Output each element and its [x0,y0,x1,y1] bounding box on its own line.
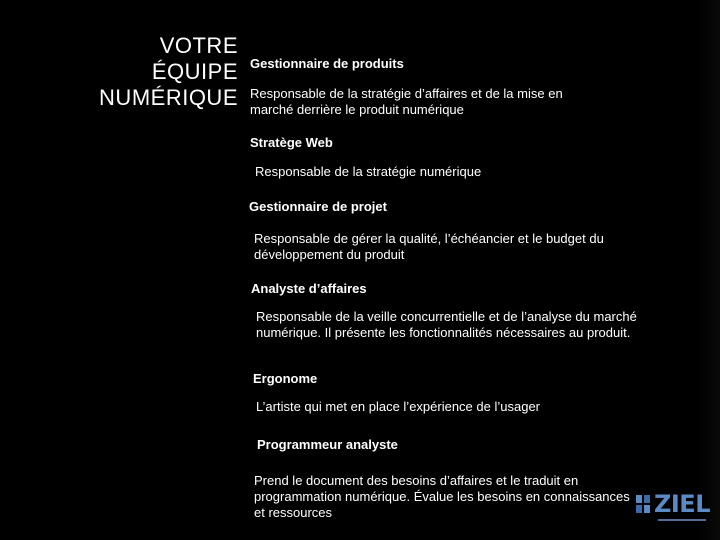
role-title-business-analyst: Analyste d’affaires [251,281,367,296]
ziel-logo [636,490,710,524]
role-desc-project-manager: Responsable de gérer la qualité, l’échéancier et le budget du développement du produit [254,231,604,262]
title-line-1: VOTRE [159,33,238,58]
logo-text: ZIEL [653,490,710,518]
logo-tagline-rule [658,519,706,521]
logo-mark-icon [636,495,650,513]
role-desc-ergonomist: L’artiste qui met en place l’expérience de l’usager [256,399,541,414]
role-desc-business-analyst: Responsable de la veille concurrentielle et de l’analyse du marché numérique. Il présente les fonctionnalités nécessaires au produit. [256,309,637,340]
title-line-3: NUMÉRIQUE [99,85,238,110]
role-desc-programmer-analyst: Prend le document des besoins d’affaires et le traduit en programmation numérique. Évalue les besoins en connaissances et ressources [254,473,630,520]
role-title-programmer-analyst: Programmeur analyste [257,437,398,452]
role-title-product-manager: Gestionnaire de produits [250,56,404,71]
role-desc-web-strategist: Responsable de la stratégie numérique [255,164,482,179]
role-title-project-manager: Gestionnaire de projet [249,199,387,214]
role-title-web-strategist: Stratège Web [250,135,333,150]
role-desc-product-manager: Responsable de la stratégie d’affaires et de la mise en marché derrière le produit numérique [250,86,563,117]
title-line-2: ÉQUIPE [151,59,238,84]
role-title-ergonomist: Ergonome [253,371,318,386]
slide-title [99,33,238,111]
